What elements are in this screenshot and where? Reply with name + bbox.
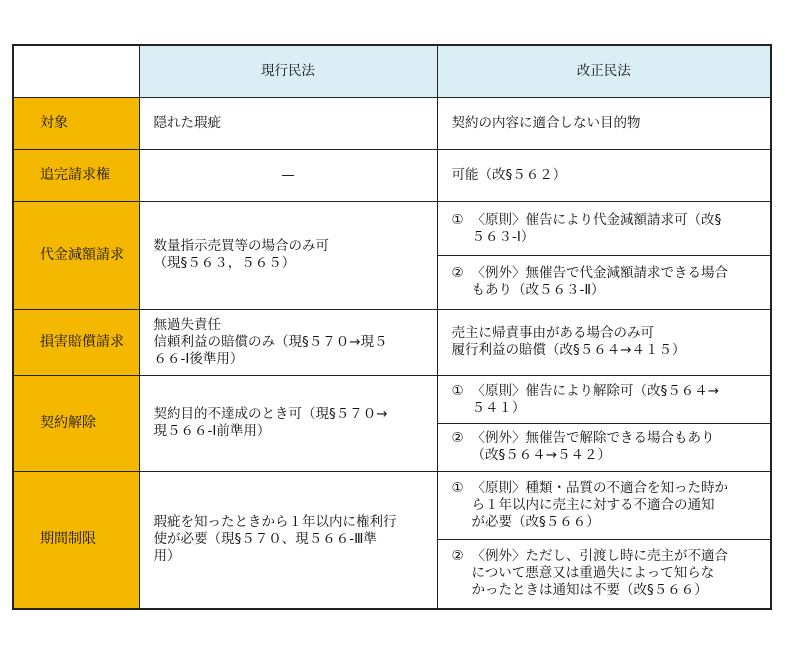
period-current-line: 使が必要（現§５７０、現５６６-Ⅲ準: [153, 531, 377, 548]
damages-revised-cell: [437, 309, 771, 375]
item-line: 〈原則〉催告により代金減額請求可（改§: [471, 211, 722, 228]
item-number: ②: [451, 430, 464, 446]
comparison-table: [12, 44, 772, 610]
damages-current-cell: [139, 309, 437, 375]
price-current-line: （現§５６３，５６５）: [153, 255, 296, 271]
damages-current-line: 無過失責任: [153, 316, 221, 333]
item-line: ５６３-Ⅰ）: [471, 228, 535, 245]
row-label-cure: 追完請求権: [13, 149, 139, 201]
item-line: 〈例外〉無催告で解除できる場合もあり: [471, 430, 715, 446]
header-corner-cell: [13, 45, 139, 97]
price-revised-principle: [438, 202, 771, 256]
period-revised-exception: [438, 540, 771, 608]
price-current-cell: [139, 201, 437, 309]
row-label-time-limit: 期間制限: [13, 471, 139, 609]
damages-current-line: 信頼利益の賠償のみ（現§５７０→現５: [153, 333, 388, 350]
row-label-damages: 損害賠償請求: [13, 309, 139, 375]
item-line: 〈例外〉無催告で代金減額請求できる場合: [471, 265, 728, 281]
item-line: （改§５６４→５４２）: [471, 447, 612, 463]
period-current-line: 瑕疵を知ったときから１年以内に権利行: [153, 514, 397, 531]
item-line: が必要（改§５６６）: [471, 513, 600, 530]
damages-revised-line: 売主に帰責事由がある場合のみ可: [451, 325, 654, 341]
period-current-line: 用）: [153, 548, 181, 565]
price-current-line: 数量指示売買等の場合のみ可: [153, 238, 329, 254]
item-number: ②: [451, 548, 464, 565]
rescission-current-line: 契約目的不達成のとき可（現§５７０→: [153, 406, 388, 422]
rescission-current-cell: [139, 375, 437, 471]
cure-current-cell: —: [139, 149, 437, 201]
header-revised-law: 改正民法: [437, 45, 771, 97]
target-current-cell: 隠れた瑕疵: [139, 97, 437, 149]
rescission-revised-cell: [437, 375, 771, 471]
header-row: [13, 45, 771, 97]
item-line: もあり（改５６３-Ⅱ）: [471, 282, 605, 298]
cure-revised-cell: 可能（改§５６２）: [437, 149, 771, 201]
price-revised-exception: [438, 256, 771, 308]
row-rescission: [13, 375, 771, 471]
damages-revised-line: 履行利益の賠償（改§５６４→４１５）: [451, 342, 686, 358]
damages-current-line: ６６-Ⅰ後準用）: [153, 350, 244, 367]
item-line: 〈例外〉ただし、引渡し時に売主が不適合: [471, 548, 728, 565]
row-label-rescission: 契約解除: [13, 375, 139, 471]
item-line: 〈原則〉催告により解除可（改§５６４→: [471, 382, 720, 399]
rescission-revised-principle: [438, 376, 771, 424]
row-label-price-reduction: 代金減額請求: [13, 201, 139, 309]
rescission-revised-exception: [438, 424, 771, 470]
row-cure: [13, 149, 771, 201]
item-number: ②: [451, 265, 464, 281]
item-line: 〈原則〉種類・品質の不適合を知った時か: [471, 479, 728, 496]
row-target: [13, 97, 771, 149]
item-number: ①: [451, 479, 464, 496]
row-damages: [13, 309, 771, 375]
item-number: ①: [451, 211, 464, 228]
item-number: ①: [451, 382, 464, 399]
row-time-limit: [13, 471, 771, 609]
price-revised-cell: [437, 201, 771, 309]
target-revised-cell: 契約の内容に適合しない目的物: [437, 97, 771, 149]
item-line: ら１年以内に売主に対する不適合の通知: [471, 496, 715, 513]
header-current-law: 現行民法: [139, 45, 437, 97]
row-label-target: 対象: [13, 97, 139, 149]
period-revised-principle: [438, 472, 771, 540]
row-price-reduction: [13, 201, 771, 309]
rescission-current-line: 現５６６-Ⅰ前準用）: [153, 423, 271, 439]
period-current-cell: [139, 471, 437, 609]
period-revised-cell: [437, 471, 771, 609]
item-line: について悪意又は重過失によって知らな: [471, 565, 715, 582]
item-line: かったときは通知は不要（改§５６６）: [471, 582, 708, 599]
item-line: ５４１）: [471, 399, 526, 416]
